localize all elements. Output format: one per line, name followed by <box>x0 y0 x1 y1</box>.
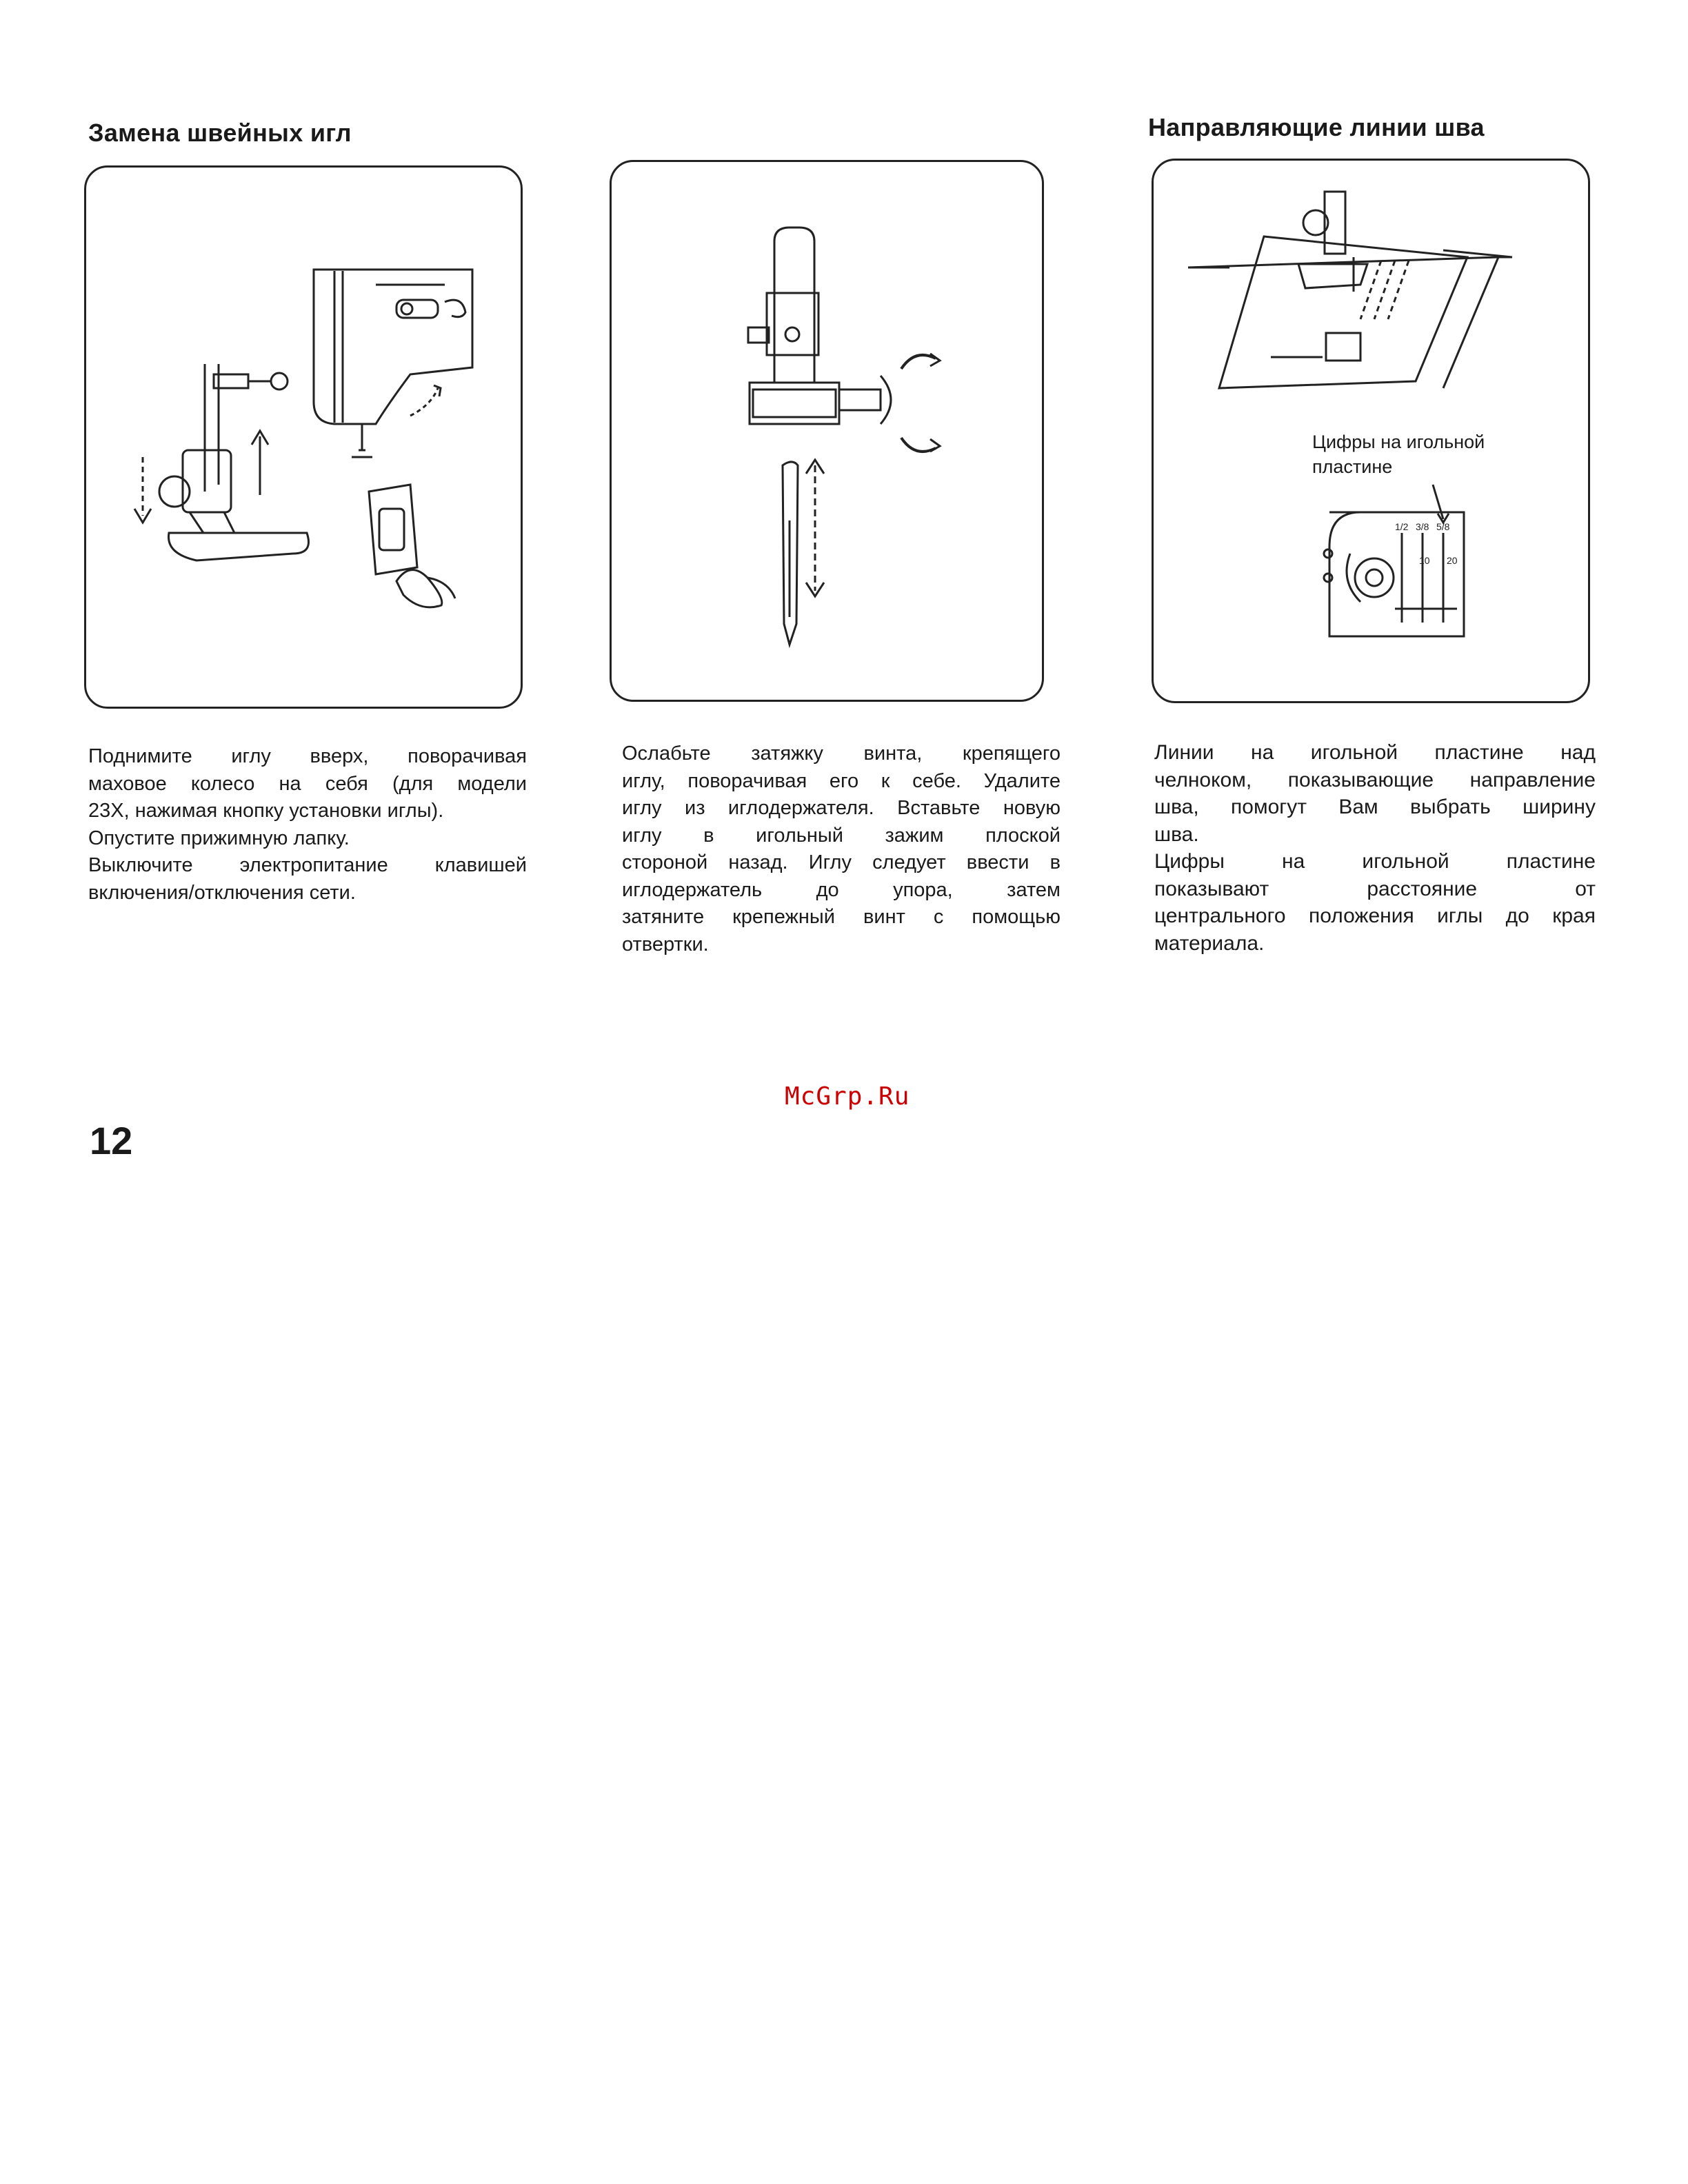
text-line: иглодержатель до упора, затем <box>622 878 1061 901</box>
text-line: иглу, поворачивая его к себе. Удалите <box>622 769 1061 792</box>
text-line: маховое колесо на себя (для модели <box>88 772 527 795</box>
heading-seam-guides: Направляющие линии шва <box>1148 113 1485 141</box>
plate-figures-caption <box>1312 429 1485 479</box>
plate-mark-10: 10 <box>1419 555 1430 566</box>
watermark-text: McGrp.Ru <box>785 1082 910 1111</box>
text-line: включения/отключения сети. <box>88 881 356 904</box>
text-line: шва. <box>1154 822 1199 846</box>
plate-mark-three-eighths: 3/8 <box>1416 521 1429 532</box>
text-line: Поднимите иглу вверх, поворачивая <box>88 745 527 767</box>
caption-line: пластине <box>1312 456 1393 477</box>
text-line: иглу в игольный зажим плоской <box>622 824 1061 847</box>
plate-mark-20: 20 <box>1447 555 1458 566</box>
text-line: отвертки. <box>622 933 709 956</box>
text-line: челноком, показывающие направление <box>1154 768 1596 791</box>
text-line: иглу из иглодержателя. Вставьте новую <box>622 797 1061 819</box>
text-line: затяните крепежный винт с помощью <box>622 906 1061 928</box>
plate-mark-half: 1/2 <box>1395 521 1409 532</box>
caption-line: Цифры на игольной <box>1312 432 1485 452</box>
text-line: Линии на игольной пластине над <box>1154 741 1596 764</box>
text-line: 23X, нажимая кнопку установки иглы). <box>88 800 444 822</box>
instruction-replace-needle <box>622 740 1061 958</box>
text-line: Ослабьте затяжку винта, крепящего <box>622 742 1061 765</box>
sewing-machine-head-illustration <box>86 168 525 711</box>
plate-mark-five-eighths: 5/8 <box>1436 521 1450 532</box>
illustration-panel-raise-needle <box>84 165 523 709</box>
text-line: Опустите прижимную лапку. <box>88 827 350 849</box>
page-number: 12 <box>90 1119 133 1162</box>
text-line: показывают расстояние от <box>1154 877 1596 900</box>
text-line: шва, помогут Вам выбрать ширину <box>1154 796 1596 818</box>
needle-clamp-illustration <box>612 162 1046 704</box>
text-line: Выключите электропитание клавишей <box>88 854 527 876</box>
instruction-raise-needle <box>88 743 527 907</box>
illustration-panel-needle-clamp <box>610 160 1044 702</box>
instruction-seam-guides <box>1154 739 1596 957</box>
text-line: центрального положения иглы до края <box>1154 904 1596 927</box>
text-line: материала. <box>1154 931 1265 955</box>
heading-needle-change: Замена швейных игл <box>88 119 352 147</box>
illustration-panel-needle-plate <box>1152 159 1590 703</box>
text-line: Цифры на игольной пластине <box>1154 850 1596 873</box>
text-line: стороной назад. Иглу следует ввести в <box>622 851 1061 873</box>
